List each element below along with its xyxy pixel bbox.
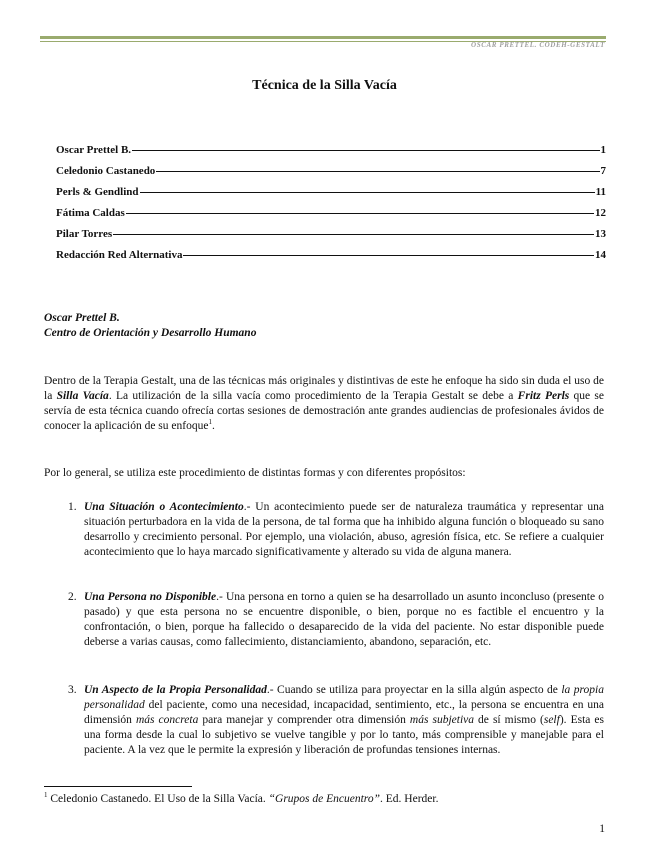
text-run: del paciente, como una necesidad, incapacidad, sentimiento, etc., la persona se encuentra en una dimensión <box>84 699 604 726</box>
author-name: Oscar Prettel B. <box>44 312 120 324</box>
toc-entry-page: 1 <box>600 144 606 156</box>
toc-leader <box>140 192 595 193</box>
text-run: . La utilización de la silla vacía como procedimiento de la Terapia Gestalt se debe a <box>108 390 518 402</box>
list-item <box>68 500 604 560</box>
list-item <box>68 590 604 650</box>
list-item-text: .- Un acontecimiento puede ser de naturaleza traumática y representar una situación perturbadora en la vida de la persona, de tal forma que ha inhibido alguna función o bloqueado su sano desarrollo y crecimiento personal. Por ejemplo, una violación, abuso, agresión física, etc. Se refiere a cualquier acontecimiento que lo haya marcado significativamente y alterado su vida de alguna manera. <box>84 501 604 558</box>
toc-leader <box>132 150 599 151</box>
toc-entry-name: Redacción Red Alternativa <box>56 249 183 261</box>
text-run: Celedonio Castanedo. El Uso de la Silla Vacía. <box>47 793 269 805</box>
italic-run: más subjetiva <box>409 714 475 726</box>
footnote-separator <box>44 786 192 787</box>
list-item <box>68 683 604 758</box>
toc-entry-page: 11 <box>595 186 606 198</box>
emphasis-silla-vacia: Silla Vacía <box>56 390 109 402</box>
list-item-number: 3. <box>68 684 77 696</box>
toc-entry[interactable] <box>56 228 606 249</box>
page-number: 1 <box>599 823 605 835</box>
italic-run: self <box>543 714 560 726</box>
text-run: . Ed. Herder. <box>380 793 439 805</box>
toc-entry[interactable] <box>56 144 606 165</box>
toc-leader <box>126 213 594 214</box>
list-item-number: 1. <box>68 501 77 513</box>
author-affiliation: Centro de Orientación y Desarrollo Humano <box>44 327 257 339</box>
list-item-heading: Una Persona no Disponible <box>84 591 217 603</box>
toc-leader <box>156 171 599 172</box>
footnote-reference[interactable]: 1 <box>208 418 212 427</box>
italic-run: más concreta <box>135 714 199 726</box>
header-rule <box>40 36 606 39</box>
text-run: de sí mismo ( <box>474 714 544 726</box>
toc-entry-name: Pilar Torres <box>56 228 113 240</box>
italic-run: “Grupos de Encuentro” <box>268 793 381 805</box>
table-of-contents <box>56 144 606 270</box>
toc-entry-name: Perls & Gendlind <box>56 186 139 198</box>
list-item-heading: Un Aspecto de la Propia Personalidad <box>84 684 267 696</box>
toc-leader <box>183 255 594 256</box>
page-title: Técnica de la Silla Vacía <box>252 78 397 93</box>
emphasis-fritz-perls: Fritz Perls <box>517 390 570 402</box>
text-run: .- Cuando se utiliza para proyectar en la silla algún aspecto de <box>266 684 562 696</box>
list-item-heading: Una Situación o Acontecimiento <box>84 501 244 513</box>
toc-entry-page: 7 <box>600 165 606 177</box>
text-run: Dentro de la Terapia Gestalt, una de las técnicas más originales y distintivas de este he enfoque ha sido sin duda el uso de la <box>44 375 604 402</box>
text-run: para manejar y comprender otra dimensión <box>198 714 410 726</box>
author-block <box>44 311 256 341</box>
footnote-number: 1 <box>44 791 48 800</box>
running-header: OSCAR PRETTEL. CODEH-GESTALT <box>471 41 605 49</box>
toc-entry[interactable] <box>56 186 606 207</box>
toc-entry-page: 13 <box>595 228 606 240</box>
toc-entry[interactable] <box>56 249 606 270</box>
toc-entry-name: Fátima Caldas <box>56 207 125 219</box>
toc-entry-name: Celedonio Castanedo <box>56 165 156 177</box>
italic-run: la propia personalidad <box>84 684 604 711</box>
toc-entry[interactable] <box>56 165 606 186</box>
list-item-number: 2. <box>68 591 77 603</box>
text-run: ). Esta es una forma desde la cual lo subjetivo se vuelve tangible y por lo tanto, más comprensible y manejable para el paciente. A la vez que le permite la expresión y liberación de profundas tensiones internas. <box>84 714 604 756</box>
toc-entry[interactable] <box>56 207 606 228</box>
toc-entry-name: Oscar Prettel B. <box>56 144 132 156</box>
toc-leader <box>113 234 594 235</box>
text-run: que se servía de esta técnica cuando ofrecía cortas sesiones de demostración ante grandes audiencias de profesionales ávidos de conocer la aplicación de su enfoque <box>44 390 605 432</box>
intro-paragraph <box>44 374 604 434</box>
toc-entry-page: 12 <box>595 207 606 219</box>
text-run: . <box>211 420 215 432</box>
footnote <box>44 792 438 807</box>
purposes-paragraph: Por lo general, se utiliza este procedimiento de distintas formas y con diferentes propósitos: <box>44 467 466 479</box>
toc-entry-page: 14 <box>595 249 606 261</box>
list-item-text: .- Una persona en torno a quien se ha desarrollado un asunto inconcluso (presente o pasado) y que esta persona no se encuentre disponible, o bien, porque no es factible el encuentro y la confrontación, o bien, porque ha fallecido o desaparecido de la vida del paciente. No estar disponible puede deberse a varias causas, como fallecimiento, distanciamiento, abandono, separación, etc. <box>84 591 604 648</box>
